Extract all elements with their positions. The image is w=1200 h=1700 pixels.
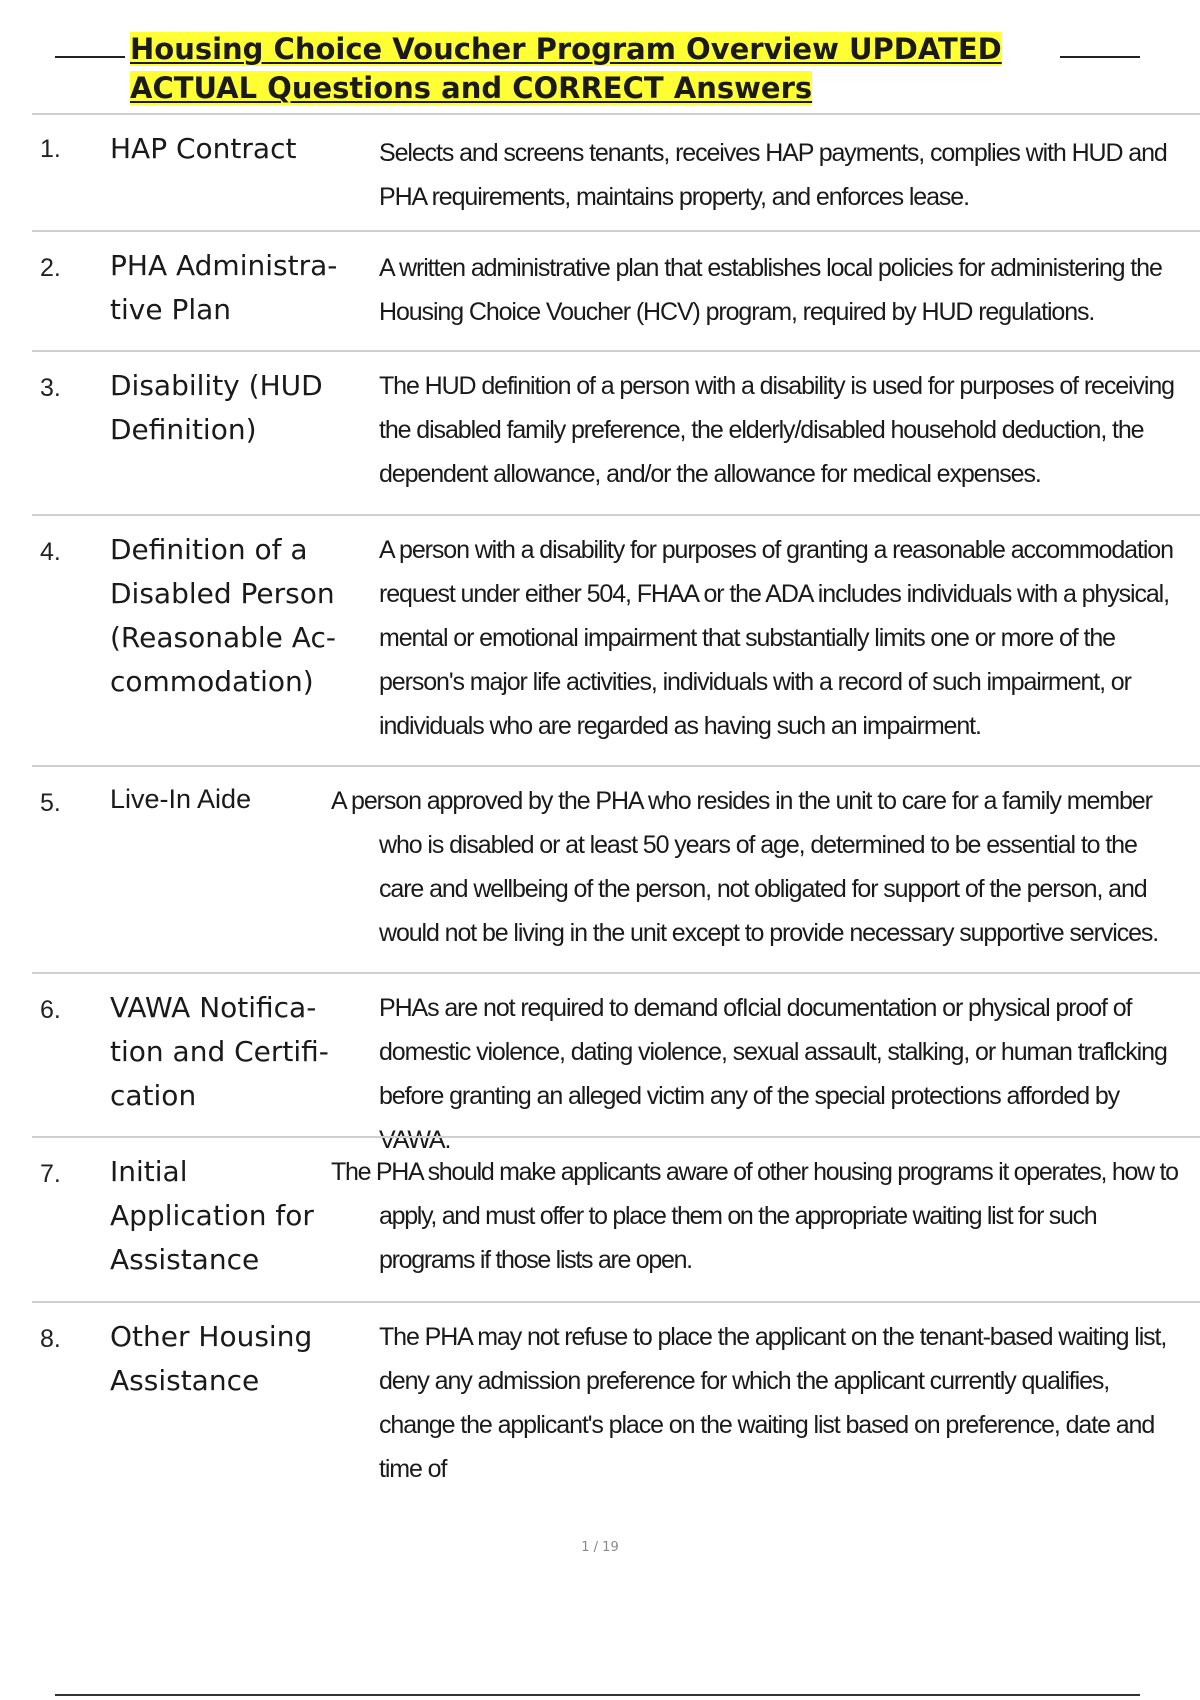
item-term: Disability (HUD Definition) [110,369,323,446]
item-definition: The HUD definition of a person with a disability is used for purposes of receiving the disabled family preference, the elderly/disabled household deduction, the dependent allowance, and/or the allowance for medical expenses. [379,372,1174,488]
page-number: 1 / 19 [581,1540,619,1555]
item-number: 6. [40,996,61,1024]
item-definition: The PHA may not refuse to place the applicant on the tenant-based waiting list, deny any admission preference for which the applicant currently qualifies, change the applicant's place on the waiting list based on preference, date and time of [379,1323,1167,1483]
title-rule-right [1060,56,1140,58]
qa-row-8 [32,1301,1200,1483]
title-line-2: ACTUAL Questions and CORRECT Answers [130,71,813,105]
item-term: Live-In Aide [110,784,252,814]
item-term: Other Housing Assistance [110,1320,313,1397]
item-definition: A written administrative plan that establishes local policies for administering the Housing Choice Voucher (HCV) program, required by HUD regulations. [379,254,1162,326]
item-term: VAWA Notifica- tion and Certifi- cation [110,991,329,1112]
qa-row-5 [32,765,1200,972]
title-line-1: Housing Choice Voucher Program Overview UPDATED [130,32,1002,66]
qa-row-3 [32,350,1200,514]
item-definition: Selects and screens tenants, receives HAP payments, complies with HUD and PHA requirements, maintains property, and enforces lease. [379,139,1167,211]
item-number: 1. [40,135,61,163]
document-title [130,30,1070,108]
item-number: 2. [40,254,61,282]
item-term: HAP Contract [110,132,297,165]
item-term: Initial Application for Assistance [110,1155,314,1276]
item-number: 4. [40,538,61,566]
item-number: 8. [40,1325,61,1353]
item-number: 3. [40,374,61,402]
title-rule-left [55,56,125,58]
item-definition: A person with a disability for purposes of granting a reasonable accommodation request under either 504, FHAA or the ADA includes individuals with a physical, mental or emotional impairment that substantially limits one or more of the person's major life activities, individuals with a record of such impairment, or individuals who are regarded as having such an impairment. [379,536,1173,740]
item-term: Definition of a Disabled Person (Reasonable Ac- commodation) [110,533,336,698]
item-definition: The PHA should make applicants aware of other housing programs it operates, how to apply, and must offer to place them on the appropriate waiting list for such programs if those lists are open. [331,1158,1178,1274]
qa-row-6 [32,972,1200,1154]
qa-list [32,113,1200,1483]
item-number: 5. [40,789,61,817]
footer-rule [55,1694,1140,1696]
item-number: 7. [40,1160,61,1188]
qa-row-1 [32,113,1200,230]
qa-row-7 [32,1136,1200,1301]
item-definition: A person approved by the PHA who resides in the unit to care for a family member who is disabled or at least 50 years of age, determined to be essential to the care and wellbeing of the person, not obligated for support of the person, and would not be living in the unit except to provide necessary supportive services. [331,787,1159,947]
item-term: PHA Administra- tive Plan [110,249,338,326]
qa-row-4 [32,514,1200,765]
title-block [55,30,1140,110]
qa-row-2 [32,230,1200,350]
item-definition: PHAs are not required to demand ofIcial documentation or physical proof of domestic violence, dating violence, sexual assault, stalking, or human traflcking before granting an alleged victim any of the special protections afforded by VAWA. [379,994,1167,1154]
